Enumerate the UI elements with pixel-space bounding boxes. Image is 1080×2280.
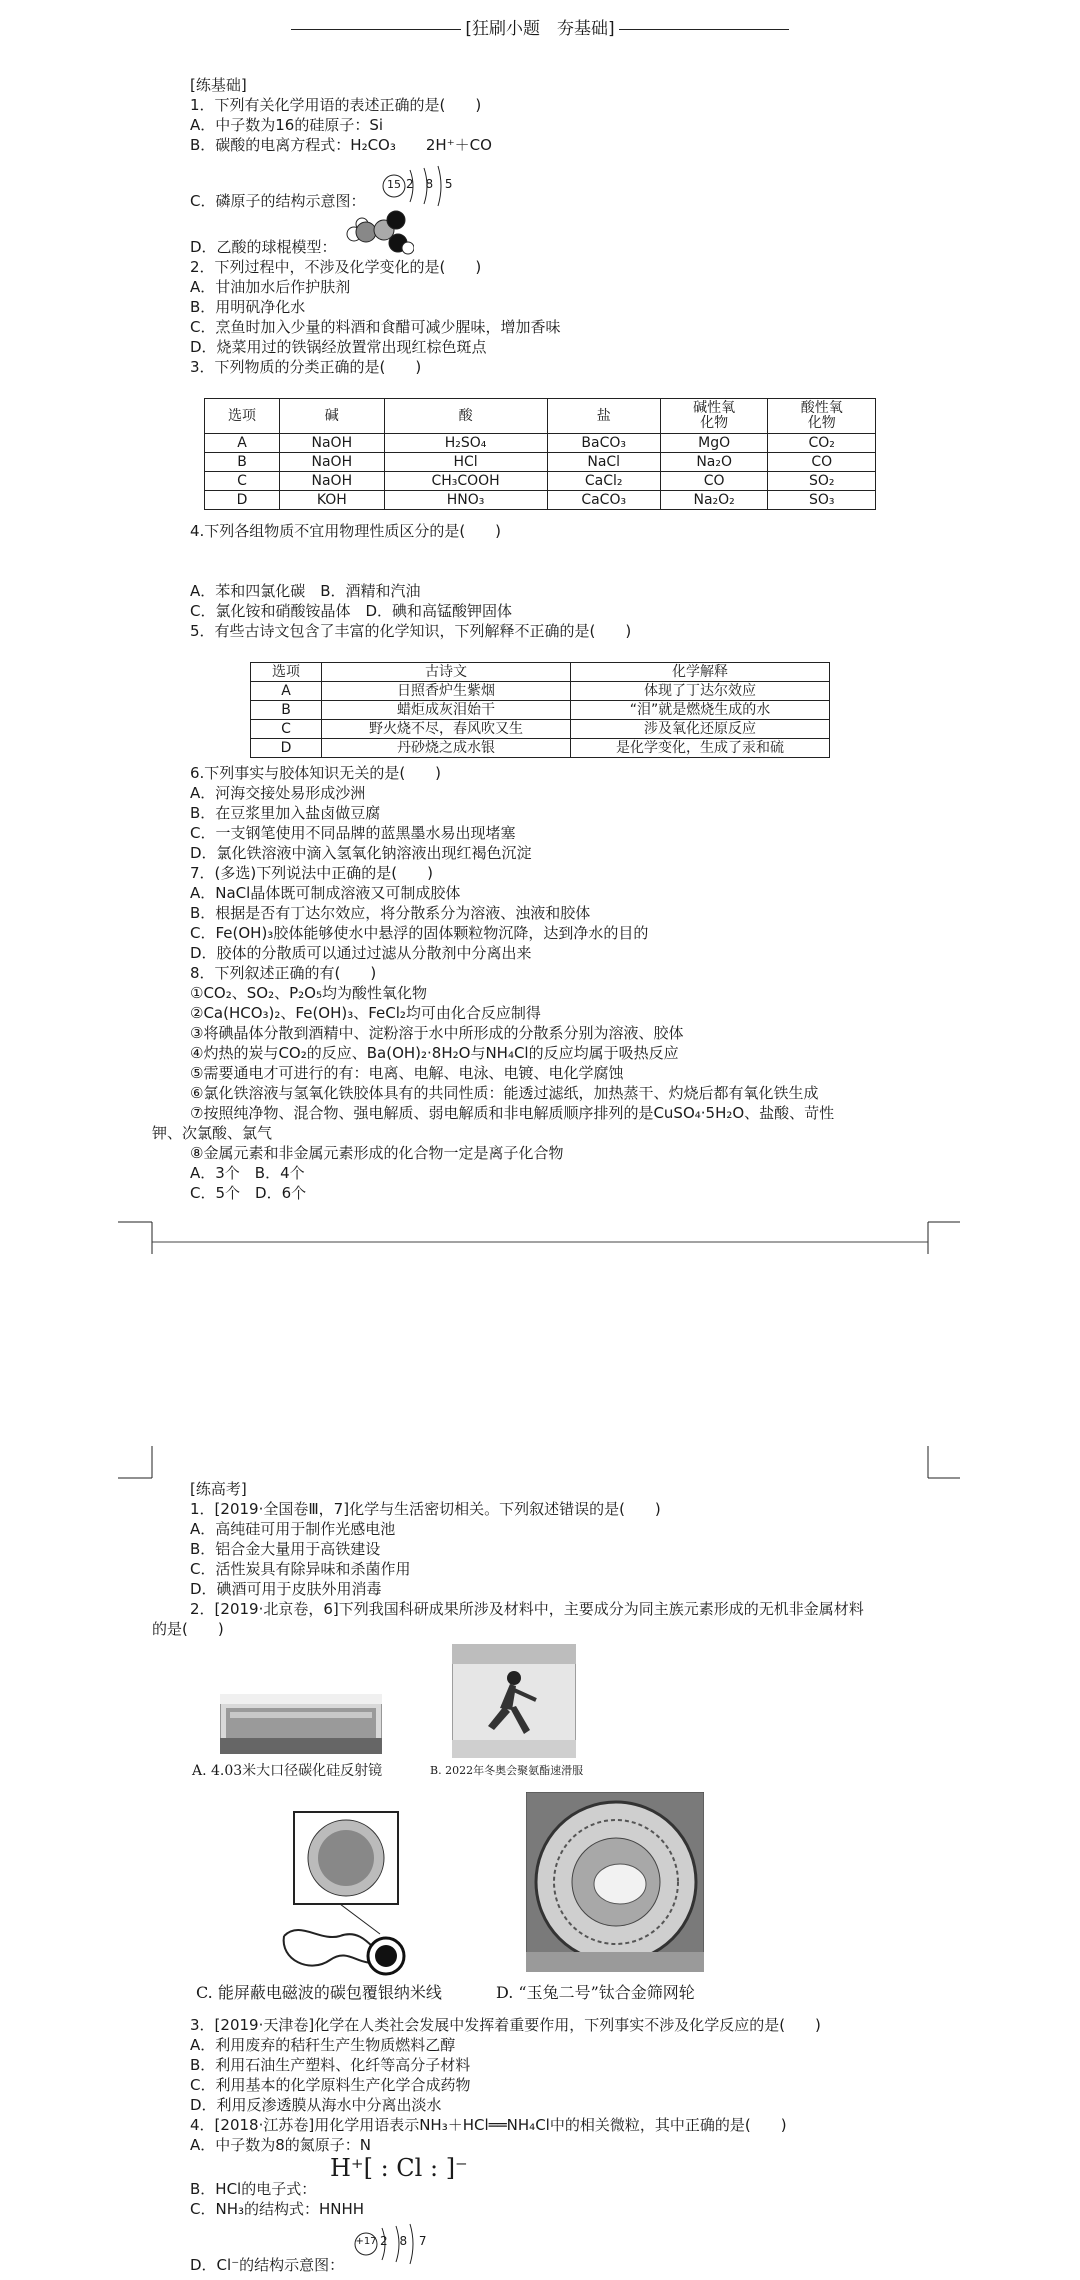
q2-option-a: A．甘油加水后作护肤剂 [190, 278, 351, 296]
table-cell: 是化学变化，生成了汞和硫 [571, 739, 830, 758]
table-row [251, 682, 830, 701]
q1-option-a: A．中子数为16的硅原子：Si [190, 116, 384, 134]
table-cell: 涉及氧化还原反应 [571, 720, 830, 739]
exam-q4-option-a: A．中子数为8的氮原子：N [190, 2136, 372, 2154]
q7-stem: 7．(多选)下列说法中正确的是( ) [190, 864, 433, 882]
exam-q4-option-c: C．NH₃的结构式：HNHH [190, 2200, 365, 2218]
table-cell: KOH [280, 491, 385, 510]
table-cell: MgO [660, 434, 768, 453]
exam-q1-option-a: A．高纯硅可用于制作光感电池 [190, 1520, 396, 1538]
hcl-electron-formula: H⁺[ : Cl : ]⁻ [330, 2154, 468, 2182]
q8-options-ab: A．3个 B．4个 [190, 1164, 305, 1182]
exam-q2-stem-continued: 的是( ) [152, 1620, 224, 1638]
table-cell: CO [660, 472, 768, 491]
table-header-cell: 盐 [547, 399, 660, 434]
table-cell: 日照香炉生紫烟 [322, 682, 571, 701]
phosphorus-nucleus: 15 [387, 178, 401, 191]
q6-option-b: B．在豆浆里加入盐卤做豆腐 [190, 804, 381, 822]
table-cell: HCl [384, 453, 547, 472]
q2-option-b: B．用明矾净化水 [190, 298, 306, 316]
title-text: [狂刷小题 夯基础] [465, 19, 615, 39]
table-row [205, 434, 876, 453]
title-rule-left [291, 29, 461, 30]
exam-q1-option-c: C．活性炭具有除异味和杀菌作用 [190, 1560, 411, 1578]
table-header-cell: 古诗文 [322, 663, 571, 682]
q4-options-ab: A．苯和四氯化碳 B．酒精和汽油 [190, 582, 421, 600]
caption-b: B. 2022年冬奥会聚氨酯速滑服 [430, 1764, 584, 1777]
q8-item: ⑤需要通电才可进行的有：电离、电解、电泳、电镀、电化学腐蚀 [190, 1064, 624, 1082]
table-row [251, 701, 830, 720]
title-rule-right [619, 29, 789, 30]
exam-q3-stem: 3．[2019·天津卷]化学在人类社会发展中发挥着重要作用，下列事实不涉及化学反应的是( ) [190, 2016, 821, 2034]
exam-q4-stem: 4．[2018·江苏卷]用化学用语表示NH₃＋HCl══NH₄Cl中的相关微粒，其中正确的是( ) [190, 2116, 787, 2134]
table-cell: CO₂ [768, 434, 876, 453]
chloride-shells: 2 8 7 [380, 2234, 431, 2248]
exam-q2-stem: 2．[2019·北京卷，6]下列我国科研成果所涉及材料中，主要成分为同主族元素形成的无机非金属材料 [190, 1600, 864, 1618]
q5-poetry-table [250, 662, 830, 758]
table-cell: B [251, 701, 322, 720]
q8-item: ④灼热的炭与CO₂的反应、Ba(OH)₂·8H₂O与NH₄Cl的反应均属于吸热反应 [190, 1044, 679, 1062]
q8-item: ⑧金属元素和非金属元素形成的化合物一定是离子化合物 [190, 1144, 564, 1162]
phosphorus-shells: 2 8 5 [406, 177, 457, 191]
exam-q3-option-c: C．利用基本的化学原料生产化学合成药物 [190, 2076, 471, 2094]
table-cell: H₂SO₄ [384, 434, 547, 453]
table-cell: Na₂O₂ [660, 491, 768, 510]
table-row [205, 453, 876, 472]
q6-stem: 6.下列事实与胶体知识无关的是( ) [190, 764, 442, 782]
caption-a: A. 4.03米大口径碳化硅反射镜 [192, 1763, 383, 1779]
table-cell: B [205, 453, 280, 472]
exam-q1-stem: 1．[2019·全国卷Ⅲ，7]化学与生活密切相关。下列叙述错误的是( ) [190, 1500, 661, 1518]
table-cell: 蜡炬成灰泪始干 [322, 701, 571, 720]
exam-q3-option-b: B．利用石油生产塑料、化纤等高分子材料 [190, 2056, 471, 2074]
table-row [205, 491, 876, 510]
q2-option-d: D．烧菜用过的铁锅经放置常出现红棕色斑点 [190, 338, 487, 356]
q8-item: ①CO₂、SO₂、P₂O₅均为酸性氧化物 [190, 984, 427, 1002]
table-cell: SO₂ [768, 472, 876, 491]
table-cell: C [251, 720, 322, 739]
table-cell: C [205, 472, 280, 491]
table-header-cell: 碱性氧 化物 [660, 399, 768, 434]
q8-item: ⑥氯化铁溶液与氢氧化铁胶体具有的共同性质：能透过滤纸，加热蒸干、灼烧后都有氧化铁生成 [190, 1084, 819, 1102]
silicon-carbide-mirror-photo [220, 1694, 382, 1754]
table-row [251, 739, 830, 758]
table-cell: NaOH [280, 453, 385, 472]
table-cell: NaOH [280, 434, 385, 453]
q7-option-a: A．NaCl晶体既可制成溶液又可制成胶体 [190, 884, 461, 902]
table-cell: SO₃ [768, 491, 876, 510]
acetic-acid-ball-stick-model [344, 208, 414, 256]
q4-stem: 4.下列各组物质不宜用物理性质区分的是( ) [190, 522, 502, 540]
q5-stem: 5．有些古诗文包含了丰富的化学知识，下列解释不正确的是( ) [190, 622, 632, 640]
q8-stem: 8．下列叙述正确的有( ) [190, 964, 377, 982]
caption-d: D. “玉兔二号”钛合金筛网轮 [496, 1983, 695, 2002]
table-header-cell: 酸性氧 化物 [768, 399, 876, 434]
q6-option-c: C．一支钢笔使用不同品牌的蓝黑墨水易出现堵塞 [190, 824, 516, 842]
table-cell: BaCO₃ [547, 434, 660, 453]
chloride-nucleus: +17 [355, 2236, 377, 2247]
table-cell: HNO₃ [384, 491, 547, 510]
table-header-row [205, 399, 876, 434]
q1-option-c: C．磷原子的结构示意图： [190, 192, 366, 210]
q1-stem: 1．下列有关化学用语的表述正确的是( ) [190, 96, 482, 114]
q3-classification-table [204, 398, 876, 510]
q7-option-b: B．根据是否有丁达尔效应，将分散系分为溶液、浊液和胶体 [190, 904, 591, 922]
q8-item-continued: 钾、次氯酸、氯气 [152, 1124, 273, 1142]
table-header-cell: 酸 [384, 399, 547, 434]
table-header-cell: 选项 [205, 399, 280, 434]
q8-options-cd: C．5个 D．6个 [190, 1184, 307, 1202]
table-cell: 丹砂烧之成水银 [322, 739, 571, 758]
table-cell: A [251, 682, 322, 701]
exam-q4-option-b: B．HCl的电子式： [190, 2180, 317, 2198]
speed-skater-photo [452, 1644, 576, 1758]
table-cell: NaOH [280, 472, 385, 491]
page-break-marks [0, 1210, 1080, 1490]
table-cell: Na₂O [660, 453, 768, 472]
exam-q3-option-d: D．利用反渗透膜从海水中分离出淡水 [190, 2096, 442, 2114]
exam-q1-option-b: B．铝合金大量用于高铁建设 [190, 1540, 381, 1558]
q3-stem: 3．下列物质的分类正确的是( ) [190, 358, 422, 376]
table-cell: A [205, 434, 280, 453]
page-title [0, 14, 1080, 39]
section-heading-exam: [练高考] [190, 1480, 247, 1498]
q6-option-d: D．氯化铁溶液中滴入氢氧化钠溶液出现红褐色沉淀 [190, 844, 532, 862]
table-cell: D [251, 739, 322, 758]
q2-option-c: C．烹鱼时加入少量的料酒和食醋可减少腥味，增加香味 [190, 318, 561, 336]
table-cell: D [205, 491, 280, 510]
table-cell: 野火烧不尽，春风吹又生 [322, 720, 571, 739]
exam-q4-option-d: D．Cl⁻的结构示意图： [190, 2256, 345, 2274]
titanium-wheel-photo [526, 1792, 704, 1972]
table-cell: NaCl [547, 453, 660, 472]
q7-option-c: C．Fe(OH)₃胶体能够使水中悬浮的固体颗粒物沉降，达到净水的目的 [190, 924, 649, 942]
table-cell: 体现了丁达尔效应 [571, 682, 830, 701]
table-header-cell: 碱 [280, 399, 385, 434]
section-heading-basic: [练基础] [190, 76, 247, 94]
table-header-cell: 化学解释 [571, 663, 830, 682]
q2-stem: 2．下列过程中，不涉及化学变化的是( ) [190, 258, 482, 276]
exam-q1-option-d: D．碘酒可用于皮肤外用消毒 [190, 1580, 382, 1598]
table-row [205, 472, 876, 491]
table-cell: CaCl₂ [547, 472, 660, 491]
table-cell: CaCO₃ [547, 491, 660, 510]
q1-option-d: D．乙酸的球棍模型： [190, 238, 337, 256]
table-cell: CO [768, 453, 876, 472]
q8-item: ②Ca(HCO₃)₂、Fe(OH)₃、FeCl₂均可由化合反应制得 [190, 1004, 541, 1022]
table-cell: “泪”就是燃烧生成的水 [571, 701, 830, 720]
table-header-row [251, 663, 830, 682]
q8-item: ③将碘晶体分散到酒精中、淀粉溶于水中所形成的分散系分别为溶液、胶体 [190, 1024, 684, 1042]
q4-options-cd: C．氯化铵和硝酸铵晶体 D．碘和高锰酸钾固体 [190, 602, 513, 620]
table-row [251, 720, 830, 739]
table-cell: CH₃COOH [384, 472, 547, 491]
q7-option-d: D．胶体的分散质可以通过过滤从分散剂中分离出来 [190, 944, 532, 962]
exam-q3-option-a: A．利用废弃的秸秆生产生物质燃料乙醇 [190, 2036, 456, 2054]
q8-item: ⑦按照纯净物、混合物、强电解质、弱电解质和非电解质顺序排列的是CuSO₄·5H₂O、盐酸、苛性 [190, 1104, 835, 1122]
table-header-cell: 选项 [251, 663, 322, 682]
q1-option-b: B．碳酸的电离方程式：H₂CO₃ 2H⁺＋CO [190, 136, 492, 154]
silver-nanowire-diagram [270, 1810, 416, 1976]
caption-c: C. 能屏蔽电磁波的碳包覆银纳米线 [196, 1983, 442, 2002]
q6-option-a: A．河海交接处易形成沙洲 [190, 784, 366, 802]
